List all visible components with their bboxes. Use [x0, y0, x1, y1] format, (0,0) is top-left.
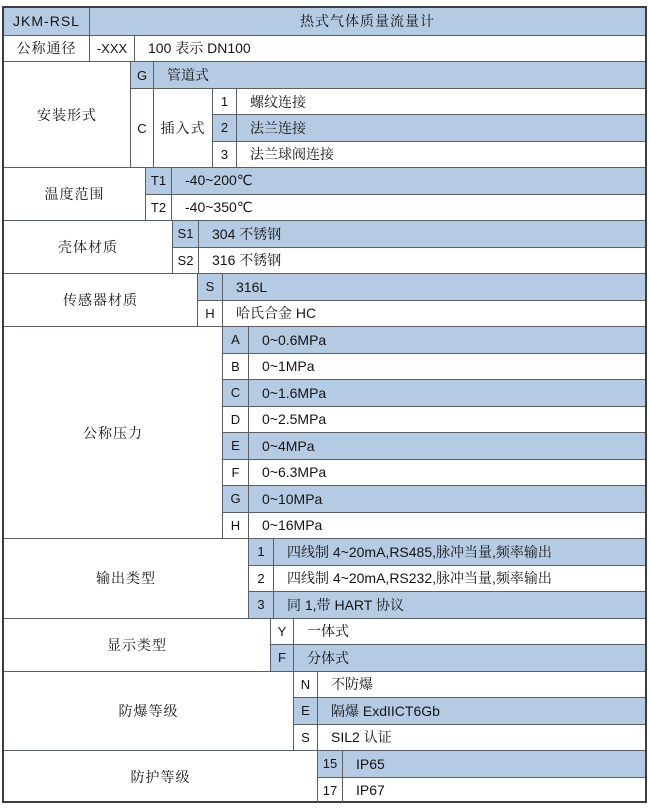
section-shell-material	[4, 220, 645, 273]
option-code: 2	[249, 566, 274, 592]
option-desc: 0~0.6MPa	[262, 331, 327, 348]
option-code: H	[223, 513, 249, 539]
option-desc: SIL2 认证	[331, 729, 392, 746]
option-code: 2	[213, 115, 237, 140]
option-desc: 四线制 4~20mA,RS232,脉冲当量,频率输出	[287, 570, 552, 587]
option-row	[173, 247, 645, 274]
option-code: 3	[249, 592, 274, 618]
option-desc: 不防爆	[331, 676, 373, 693]
insert-type-name: 插入式	[154, 89, 213, 167]
option-desc: 0~10MPa	[262, 490, 323, 507]
option-desc: IP65	[356, 755, 385, 772]
option-row	[146, 194, 645, 221]
option-desc: 100 表示 DN100	[134, 36, 645, 62]
option-row	[213, 89, 645, 114]
option-row	[223, 485, 645, 512]
option-desc: 螺纹连接	[250, 93, 306, 110]
section-nominal-pressure	[4, 326, 645, 538]
option-code: S1	[173, 221, 199, 247]
option-row	[146, 168, 645, 194]
option-desc: 0~6.3MPa	[262, 464, 327, 481]
option-code: T1	[146, 168, 172, 194]
option-row	[223, 327, 645, 353]
option-code: F	[271, 645, 294, 671]
option-row	[294, 672, 645, 698]
option-desc: 304 不锈钢	[212, 225, 282, 242]
option-desc: 0~1.6MPa	[262, 384, 327, 401]
option-row	[271, 619, 645, 645]
option-desc: IP67	[356, 782, 385, 799]
option-desc: 同 1,带 HART 协议	[287, 596, 404, 613]
option-desc: 0~4MPa	[262, 437, 315, 454]
option-code: S	[294, 725, 318, 751]
option-desc: 法兰球阀连接	[250, 146, 334, 163]
option-code: A	[223, 327, 249, 353]
section-label: 公称压力	[83, 424, 143, 441]
option-row	[318, 751, 645, 777]
option-code: N	[294, 672, 318, 698]
option-row	[249, 565, 645, 592]
model-code: JKM-RSL	[13, 13, 80, 30]
section-label: 安装形式	[37, 106, 97, 123]
insert-type-block	[131, 88, 645, 167]
option-row	[223, 379, 645, 406]
section-label: 公称通径	[16, 40, 77, 57]
section-nominal-diameter	[4, 35, 645, 62]
option-code: G	[131, 62, 154, 88]
section-temperature-range	[4, 167, 645, 220]
option-code: E	[294, 698, 318, 724]
section-label: 显示类型	[107, 636, 167, 653]
option-desc: 法兰连接	[250, 119, 306, 136]
option-code: 1	[213, 89, 237, 114]
option-code: C	[131, 89, 154, 167]
option-row	[198, 274, 645, 300]
option-desc: 0~1MPa	[262, 358, 315, 375]
option-row	[249, 591, 645, 618]
product-title: 热式气体质量流量计	[89, 8, 645, 35]
section-install-type	[4, 61, 645, 167]
option-code: F	[223, 460, 249, 486]
section-label: 传感器材质	[63, 292, 138, 308]
option-row	[213, 114, 645, 140]
option-code: 1	[249, 539, 274, 565]
option-code: -XXX	[89, 36, 134, 62]
option-row	[213, 141, 645, 167]
option-desc: 分体式	[307, 649, 349, 666]
option-code: Y	[271, 619, 294, 645]
option-desc: 四线制 4~20mA,RS485,脉冲当量,频率输出	[287, 543, 552, 560]
option-row	[223, 353, 645, 380]
option-desc: 0~16MPa	[262, 517, 323, 534]
option-row	[131, 62, 645, 88]
option-row	[318, 777, 645, 804]
option-row	[198, 300, 645, 327]
option-desc: -40~200℃	[185, 172, 253, 189]
section-output-type	[4, 538, 645, 618]
section-label: 防爆等级	[118, 702, 179, 719]
option-row	[271, 644, 645, 671]
section-display-type	[4, 618, 645, 671]
section-label: 防护等级	[130, 769, 191, 785]
header-row	[4, 8, 645, 35]
option-desc: 一体式	[307, 623, 349, 640]
option-row	[223, 512, 645, 539]
option-code: D	[223, 407, 249, 433]
option-row	[249, 539, 645, 565]
option-row	[223, 459, 645, 486]
option-code: S	[198, 274, 223, 300]
option-row	[223, 406, 645, 433]
option-desc: 316L	[236, 278, 268, 295]
option-row	[294, 697, 645, 724]
section-label: 壳体材质	[58, 239, 118, 255]
option-code: S2	[173, 248, 199, 274]
section-sensor-material	[4, 273, 645, 326]
option-desc: 316 不锈钢	[212, 252, 282, 269]
option-desc: 哈氏合金 HC	[236, 305, 317, 322]
section-protection-rating	[4, 750, 645, 803]
option-code: E	[223, 433, 249, 459]
option-desc: -40~350℃	[185, 198, 253, 215]
section-label: 输出类型	[96, 570, 156, 587]
option-desc: 0~2.5MPa	[262, 411, 327, 428]
option-code: T2	[146, 195, 172, 221]
option-row	[294, 724, 645, 751]
option-code: 15	[318, 751, 343, 777]
option-row	[173, 221, 645, 247]
option-code: 17	[318, 778, 343, 804]
section-explosion-proof	[4, 671, 645, 751]
option-code: B	[223, 354, 249, 380]
option-code: 3	[213, 142, 237, 167]
option-row	[223, 432, 645, 459]
option-desc: 隔爆 ExdIICT6Gb	[331, 702, 440, 719]
option-code: H	[198, 301, 223, 327]
option-code: C	[223, 380, 249, 406]
section-label: 温度范围	[44, 186, 105, 202]
option-desc: 管道式	[167, 67, 209, 83]
model-selection-table	[2, 6, 647, 803]
option-code: G	[223, 486, 249, 512]
